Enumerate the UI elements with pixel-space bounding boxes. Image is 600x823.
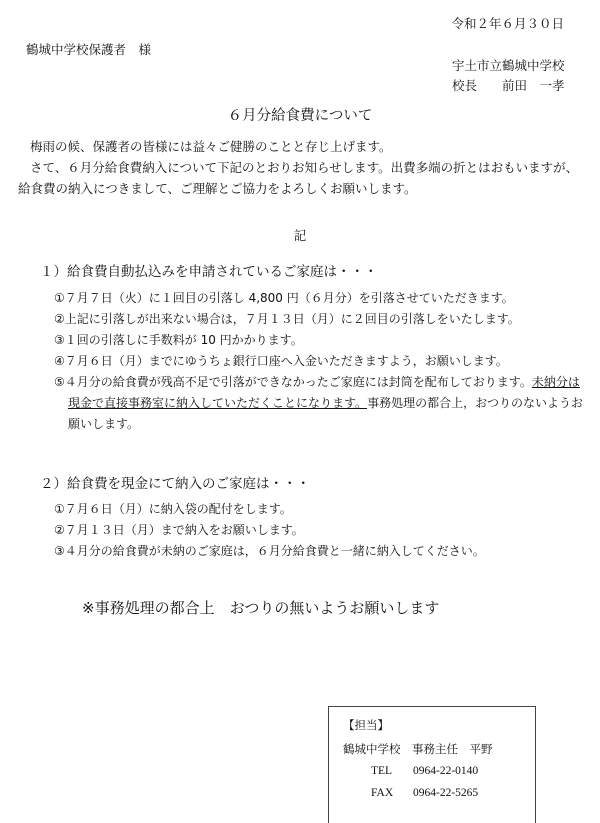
recipient: 鶴城中学校保護者 様 xyxy=(26,42,152,57)
list-item: ④７月６日（月）までにゆうちょ銀行口座へ入金いただきますよう，お願いします。 xyxy=(54,354,508,368)
section2-list xyxy=(54,499,590,562)
contact-label: 【担当】 xyxy=(343,720,389,732)
tel-number: 0964-22-0140 xyxy=(413,765,479,777)
list-item: ②７月１３日（月）まで納入をお願いします。 xyxy=(54,523,304,537)
fax-label: FAX xyxy=(371,787,394,799)
greeting-paragraph: 梅雨の候、保護者の皆様には益々ご健勝のことと存じ上げます。 xyxy=(30,139,392,154)
item5-text: ⑤４月分の給食費が残高不足で引落ができなかったご家庭には封筒を配布しております。 xyxy=(54,375,532,389)
underlined-text: 未納分は現金で xyxy=(68,375,580,410)
sender-principal: 校長 前田 一孝 xyxy=(452,78,565,93)
list-item xyxy=(54,372,590,435)
contact-box xyxy=(328,706,536,823)
list-item: ②上記に引落しが出来ない場合は，７月１３日（月）に２回目の引落しをいたします。 xyxy=(54,312,520,326)
list-item: ①７月７日（火）に１回目の引落し 4,800 円（６月分）を引落させていただきます。 xyxy=(54,291,514,305)
underlined-text: 直接事務室に納入していただくことになります。 xyxy=(104,396,368,410)
contact-person: 鶴城中学校 事務主任 平野 xyxy=(343,744,493,756)
page-title: ６月分給食費について xyxy=(227,108,373,124)
list-item: ③４月分の給食費が未納のご家庭は，６月分給食費と一緒に納入してください。 xyxy=(54,544,485,558)
list-item: ③１回の引落しに手数料が 10 円かかります。 xyxy=(54,333,303,347)
section2-heading: ２）給食費を現金にて納入のご家庭は・・・ xyxy=(40,476,310,492)
fax-number: 0964-22-5265 xyxy=(413,787,479,799)
intro-paragraph: さて、６月分給食費納入について下記のとおりお知らせします。出費多端の折とはおもいますが、給食費の納入につきまして、ご理解とご協力をよろしくお願いします。 xyxy=(18,160,579,196)
tel-label: TEL xyxy=(371,765,393,777)
ki-marker: 記 xyxy=(293,228,307,243)
item5-suffix: 事務処理の都合上，おつりのないようお願いします。 xyxy=(68,396,583,431)
list-item: ①７月６日（月）に納入袋の配付をします。 xyxy=(54,502,292,516)
letter-date: 令和２年６月３０日 xyxy=(451,16,564,31)
sender-school: 宇土市立鶴城中学校 xyxy=(452,58,565,73)
section1-list xyxy=(54,288,590,435)
section1-heading: １）給食費自動払込みを申請されているご家庭は・・・ xyxy=(40,264,378,280)
change-note: ※事務処理の都合上 おつりの無いようお願いします xyxy=(82,599,440,617)
